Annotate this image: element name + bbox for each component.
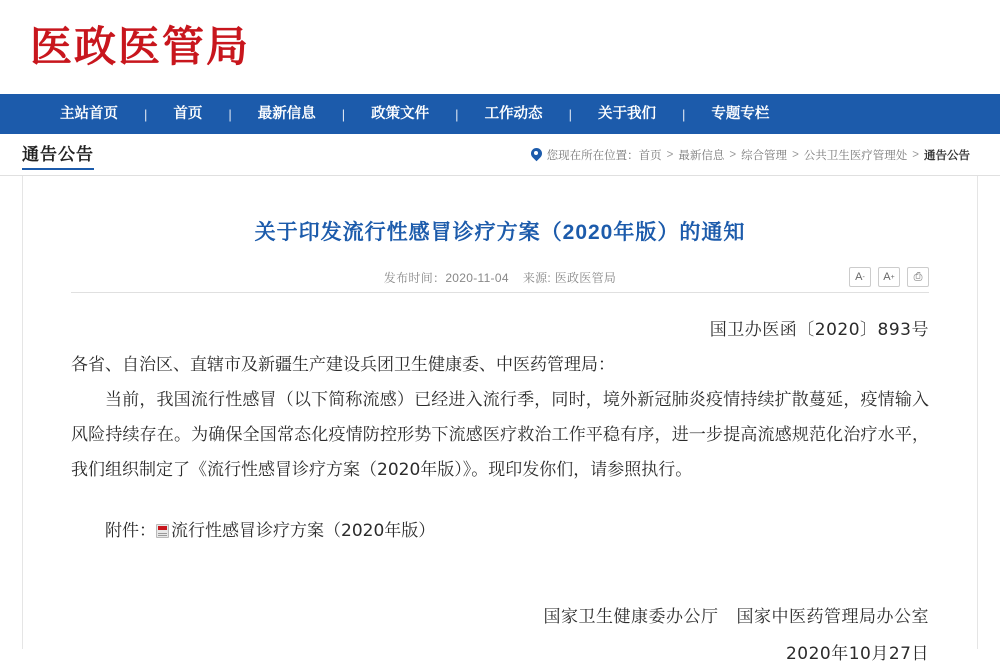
attachment-line [71,514,929,549]
nav-item-about-us[interactable]: 关于我们 [597,106,656,122]
pdf-file-icon [156,524,169,538]
article-meta-row [71,269,929,295]
page-title: 通告公告 [22,140,94,170]
nav-separator: | [341,106,346,122]
breadcrumb [531,147,970,163]
breadcrumb-prefix: 您现在所在位置： [546,149,639,162]
font-decrease-button[interactable]: A - [849,267,871,287]
article-paragraph-recipients: 各省、自治区、直辖市及新疆生产建设兵团卫生健康委、中医药管理局： [71,355,615,376]
attachment-link[interactable]: 流行性感冒诊疗方案（2020年版） [171,520,436,541]
signature-organization-2: 国家中医药管理局办公室 [736,607,929,628]
breadcrumb-item-latest-info[interactable]: 最新信息 [678,149,725,162]
nav-item-latest-info[interactable]: 最新信息 [257,106,316,122]
publish-date: 2020-11-04 [445,271,509,286]
document-number: 国卫办医函〔2020〕893号 [709,320,929,341]
article-title: 关于印发流行性感冒诊疗方案（2020年版）的通知 [254,221,746,244]
breadcrumb-separator: > [729,148,737,161]
breadcrumb-item-current: 通告公告 [924,149,970,162]
article-body [71,313,929,672]
breadcrumb-separator: > [666,148,674,161]
article-tools [849,267,929,287]
source-label: 来源: [522,271,552,286]
site-header [0,0,1000,94]
nav-item-main-site-home[interactable]: 主站首页 [60,106,118,122]
nav-separator: | [144,106,148,122]
attachment-label: 附件： [105,520,156,541]
nav-separator: | [455,106,459,122]
article-paragraph-body: 当前，我国流行性感冒（以下简称流感）已经进入流行季，同时，境外新冠肺炎疫情持续扩散蔓延，疫情输入风险持续存在。为确保全国常态化疫情防控形势下流感医疗救治工作平稳有序，进一步提高流感规范化治疗水平，我们组织制定了《流行性感冒诊疗方案（2020年版）》。现印发你们，请参照执行。 [71,390,929,480]
location-pin-icon [531,148,542,161]
nav-item-policy-documents[interactable]: 政策文件 [371,106,430,122]
breadcrumb-item-general-management[interactable]: 综合管理 [741,149,788,162]
source-value: 医政医管局 [554,271,617,286]
signature-line [71,600,929,635]
article-meta [71,269,929,286]
main-navigation [0,94,1000,134]
breadcrumb-separator: > [912,148,919,161]
publish-time-label: 发布时间： [383,271,446,286]
breadcrumb-item-public-health-division[interactable]: 公共卫生医疗管理处 [803,149,908,162]
breadcrumb-bar [0,134,1000,176]
breadcrumb-item-home[interactable]: 首页 [638,149,662,162]
breadcrumb-separator: > [792,148,799,161]
meta-divider [71,292,929,293]
site-logo: 医政医管局 [30,22,251,71]
nav-item-special-columns[interactable]: 专题专栏 [711,106,770,122]
nav-separator: | [681,106,686,122]
font-increase-button[interactable]: A + [878,267,900,287]
nav-separator: | [228,106,232,122]
nav-item-work-updates[interactable]: 工作动态 [484,106,543,122]
signature-organization-1: 国家卫生健康委办公厅 [543,607,719,628]
nav-separator: | [568,106,572,122]
print-button[interactable]: ⎙ [907,267,929,287]
nav-item-home[interactable]: 首页 [173,106,203,122]
signature-date: 2020年10月27日 [785,644,929,665]
article-container [22,176,978,665]
